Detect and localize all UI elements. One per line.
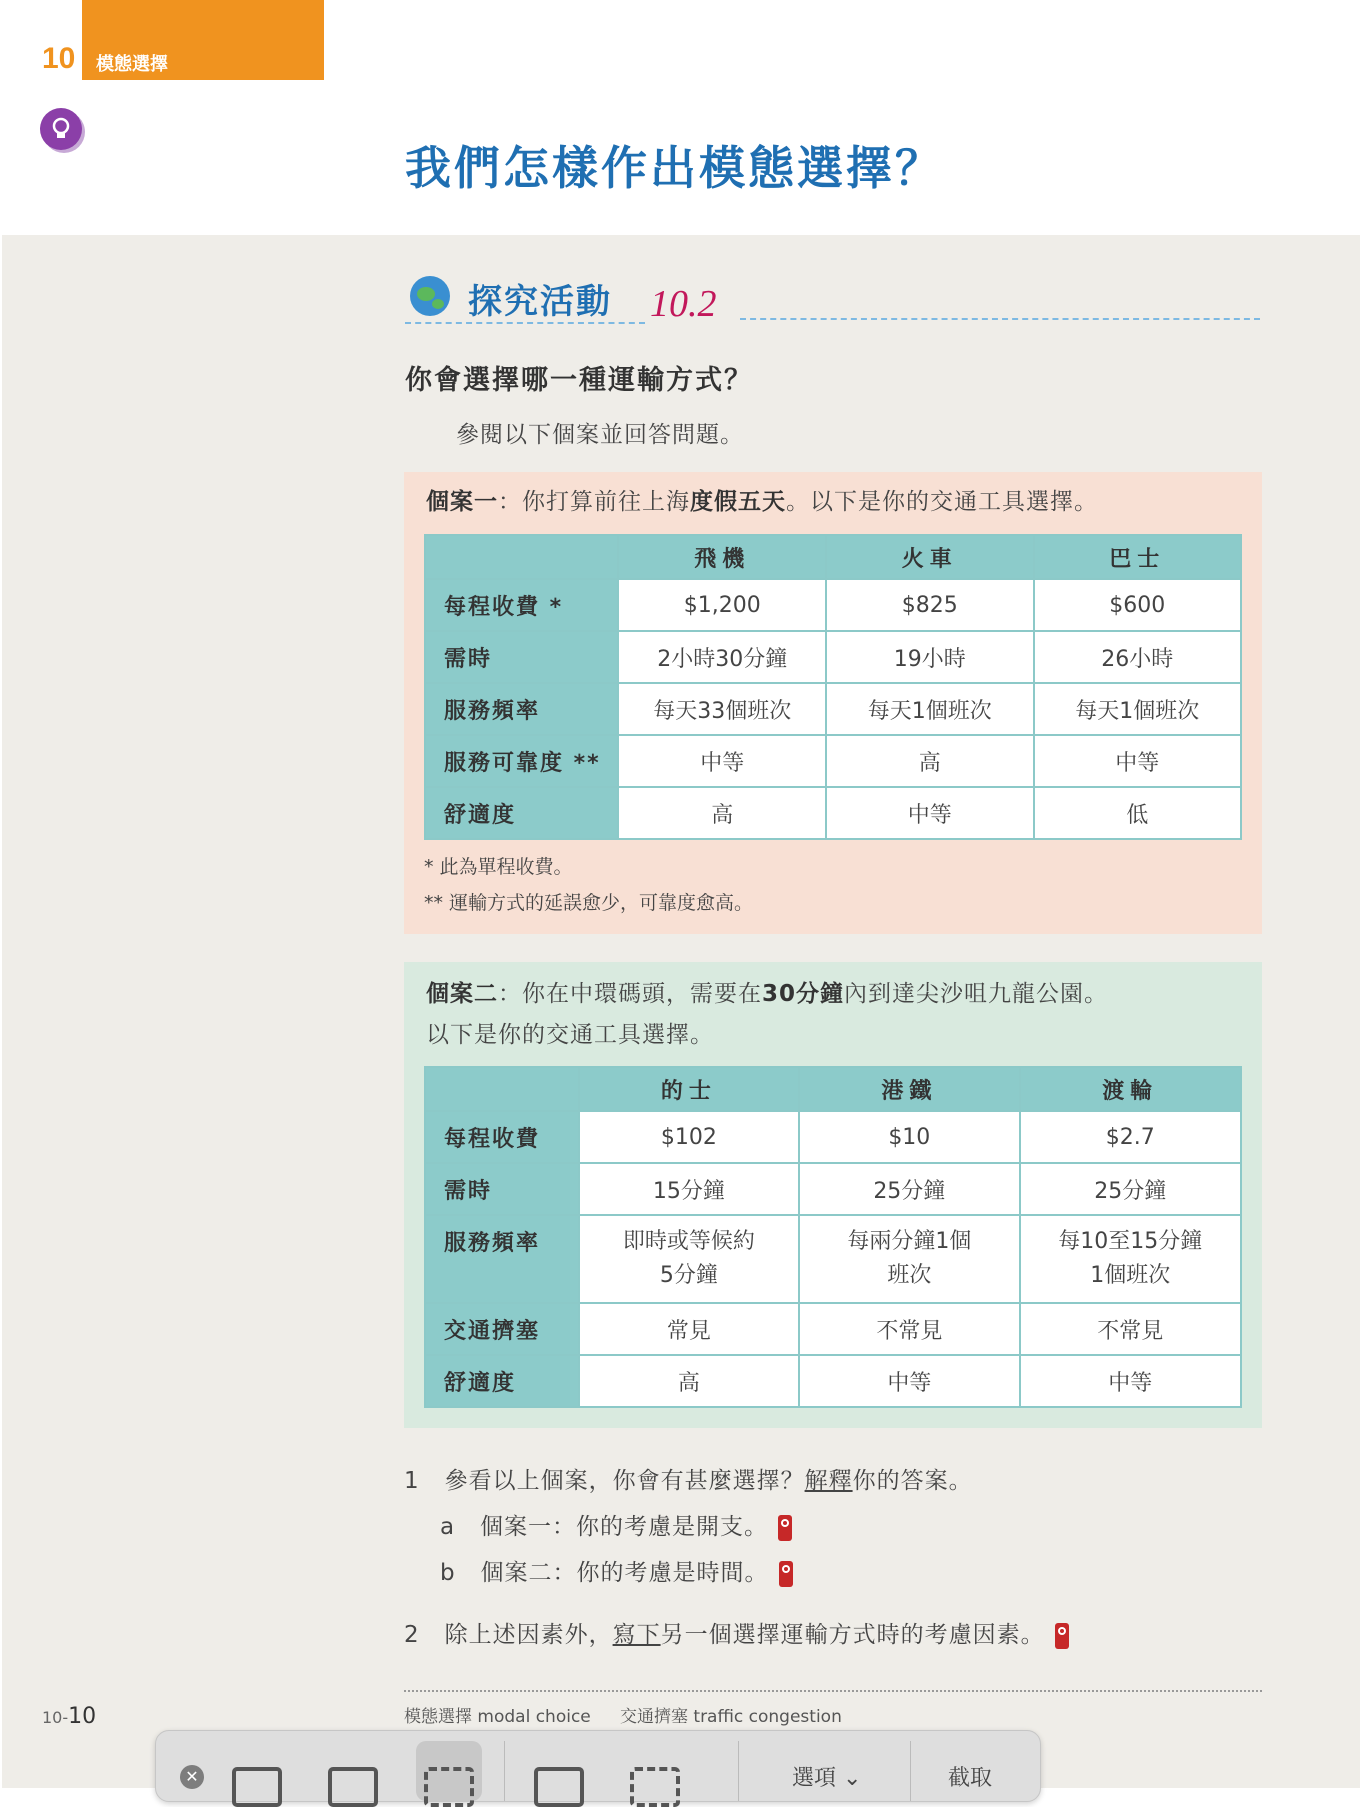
row-header: 舒適度 [425, 787, 618, 839]
row-header: 需時 [425, 631, 618, 683]
glossary-term: 模態選擇 modal choice [404, 1707, 591, 1727]
page-number-value: 10 [68, 1704, 97, 1729]
question-text: 你的答案。 [852, 1468, 973, 1494]
activity-divider [740, 318, 1260, 320]
table-cell: 每10至15分鐘 1個班次 [1020, 1215, 1241, 1303]
table-cell: 不常見 [799, 1303, 1019, 1355]
page-number [42, 1704, 96, 1729]
question-keyword: 解釋 [804, 1468, 853, 1494]
answer-key-icon[interactable] [1055, 1623, 1069, 1649]
row-header: 服務頻率 [425, 683, 618, 735]
case1-bold: 度假五天 [690, 489, 786, 515]
close-icon[interactable]: ✕ [180, 1765, 204, 1789]
table-cell: $825 [826, 579, 1033, 631]
row-header: 服務頻率 [425, 1215, 579, 1303]
row-header: 每程收費 [425, 1111, 579, 1163]
question-instruction: 參閱以下個案並回答問題。 [456, 422, 744, 448]
table-row [425, 631, 1241, 683]
case2-text2: 內到達尖沙咀九龍公園。 [844, 981, 1109, 1007]
case1-text: ：你打算前往上海 [498, 489, 690, 515]
chapter-title: 模態選擇 [96, 54, 168, 75]
table-cell: 中等 [618, 735, 826, 787]
case2-bold: 30分鐘 [762, 981, 845, 1007]
table-cell: 常見 [579, 1303, 799, 1355]
toolbar-divider [910, 1741, 911, 1801]
record-selection-icon [630, 1767, 680, 1807]
question-number: 2 [404, 1622, 420, 1648]
table-cell: $102 [579, 1111, 799, 1163]
column-header: 火車 [826, 535, 1033, 579]
table-cell: 低 [1034, 787, 1242, 839]
record-screen-icon [534, 1767, 584, 1807]
table-row [425, 787, 1241, 839]
question-keyword: 寫下 [612, 1622, 661, 1648]
lightbulb-icon [40, 108, 82, 150]
table-corner [425, 535, 618, 579]
question-2 [404, 1616, 1069, 1649]
table-cell: 中等 [799, 1355, 1019, 1407]
column-header: 飛機 [618, 535, 826, 579]
options-menu[interactable] [792, 1761, 861, 1792]
toolbar-divider [504, 1741, 505, 1801]
case2-text3: 以下是你的交通工具選擇。 [426, 1022, 714, 1048]
window-icon [328, 1767, 378, 1807]
question-text: 另一個選擇運輸方式時的考慮因素。 [660, 1622, 1045, 1648]
options-label: 選項 [792, 1766, 837, 1791]
table-cell: 25分鐘 [799, 1163, 1019, 1215]
capture-toolbar [155, 1730, 1041, 1802]
table-cell: 高 [618, 787, 826, 839]
question-text: 除上述因素外， [444, 1622, 613, 1648]
case1-box [404, 472, 1262, 934]
table-row [425, 1163, 1241, 1215]
column-header: 渡輪 [1020, 1067, 1241, 1111]
table-cell: 25分鐘 [1020, 1163, 1241, 1215]
question-title: 你會選擇哪一種運輸方式？ [405, 365, 753, 396]
table-row [425, 1111, 1241, 1163]
table-row [425, 579, 1241, 631]
question-1b [440, 1554, 793, 1587]
case2-heading [426, 974, 1108, 1056]
table-cell: $1,200 [618, 579, 826, 631]
answer-key-icon[interactable] [779, 1561, 793, 1587]
chapter-number: 10 [42, 42, 76, 75]
subquestion-letter: a [440, 1514, 456, 1540]
case1-note2: ** 運輸方式的延誤愈少，可靠度愈高。 [424, 892, 754, 914]
case2-label: 個案二 [426, 981, 498, 1007]
table-cell: $2.7 [1020, 1111, 1241, 1163]
question-1a [440, 1508, 792, 1541]
capture-screen-button[interactable] [224, 1741, 290, 1801]
table-cell: 26小時 [1034, 631, 1242, 683]
row-header: 服務可靠度 ** [425, 735, 618, 787]
globe-icon [410, 276, 450, 316]
column-header: 的士 [579, 1067, 799, 1111]
table-cell: 高 [579, 1355, 799, 1407]
case2-box [404, 962, 1262, 1428]
capture-window-button[interactable] [320, 1741, 386, 1801]
table-cell: 15分鐘 [579, 1163, 799, 1215]
table-cell: 即時或等候約 5分鐘 [579, 1215, 799, 1303]
selection-icon [424, 1767, 474, 1807]
answer-key-icon[interactable] [778, 1515, 792, 1541]
subquestion-text: 個案一：你的考慮是開支。 [480, 1514, 769, 1540]
table-cell: 中等 [1020, 1355, 1241, 1407]
activity-underline [405, 322, 645, 324]
glossary-term: 交通擠塞 traffic congestion [620, 1707, 842, 1727]
table-row [425, 735, 1241, 787]
chevron-down-icon: ⌄ [836, 1766, 862, 1791]
subquestion-letter: b [440, 1560, 456, 1586]
case1-table [424, 534, 1242, 840]
row-header: 需時 [425, 1163, 579, 1215]
capture-selection-button[interactable] [416, 1741, 482, 1801]
column-header: 港鐵 [799, 1067, 1019, 1111]
table-cell: 19小時 [826, 631, 1033, 683]
table-cell: 中等 [826, 787, 1033, 839]
toolbar-divider [738, 1741, 739, 1801]
question-number: 1 [404, 1468, 420, 1494]
row-header: 每程收費 * [425, 579, 618, 631]
table-cell: 每天1個班次 [826, 683, 1033, 735]
record-selection-button[interactable] [622, 1741, 688, 1801]
table-cell: $10 [799, 1111, 1019, 1163]
table-row [425, 683, 1241, 735]
record-screen-button[interactable] [526, 1741, 592, 1801]
table-cell: 2小時30分鐘 [618, 631, 826, 683]
question-text: 參看以上個案，你會有甚麼選擇？ [444, 1468, 805, 1494]
case2-table [424, 1066, 1242, 1408]
page-title: 我們怎樣作出模態選擇？ [405, 141, 944, 195]
case1-heading [426, 482, 1098, 523]
case1-label: 個案一 [426, 489, 498, 515]
table-cell: 每天1個班次 [1034, 683, 1242, 735]
subquestion-text: 個案二：你的考慮是時間。 [480, 1560, 769, 1586]
glossary-divider [404, 1690, 1262, 1692]
page-number-prefix: 10- [42, 1708, 69, 1727]
capture-button[interactable]: 截取 [948, 1766, 993, 1791]
activity-label: 探究活動 [468, 282, 612, 322]
column-header: 巴士 [1034, 535, 1242, 579]
screen-icon [232, 1767, 282, 1807]
table-cell: 高 [826, 735, 1033, 787]
table-cell: 每兩分鐘1個 班次 [799, 1215, 1019, 1303]
table-row [425, 1215, 1241, 1303]
table-row [425, 1355, 1241, 1407]
table-cell: 不常見 [1020, 1303, 1241, 1355]
activity-number: 10.2 [650, 283, 717, 325]
case1-text2: 。以下是你的交通工具選擇。 [786, 489, 1098, 515]
question-1 [404, 1462, 973, 1495]
table-corner [425, 1067, 579, 1111]
row-header: 交通擠塞 [425, 1303, 579, 1355]
table-cell: $600 [1034, 579, 1242, 631]
case1-note1: * 此為單程收費。 [424, 856, 573, 878]
table-cell: 每天33個班次 [618, 683, 826, 735]
table-row [425, 1303, 1241, 1355]
case2-text: ：你在中環碼頭，需要在 [498, 981, 762, 1007]
row-header: 舒適度 [425, 1355, 579, 1407]
table-cell: 中等 [1034, 735, 1242, 787]
